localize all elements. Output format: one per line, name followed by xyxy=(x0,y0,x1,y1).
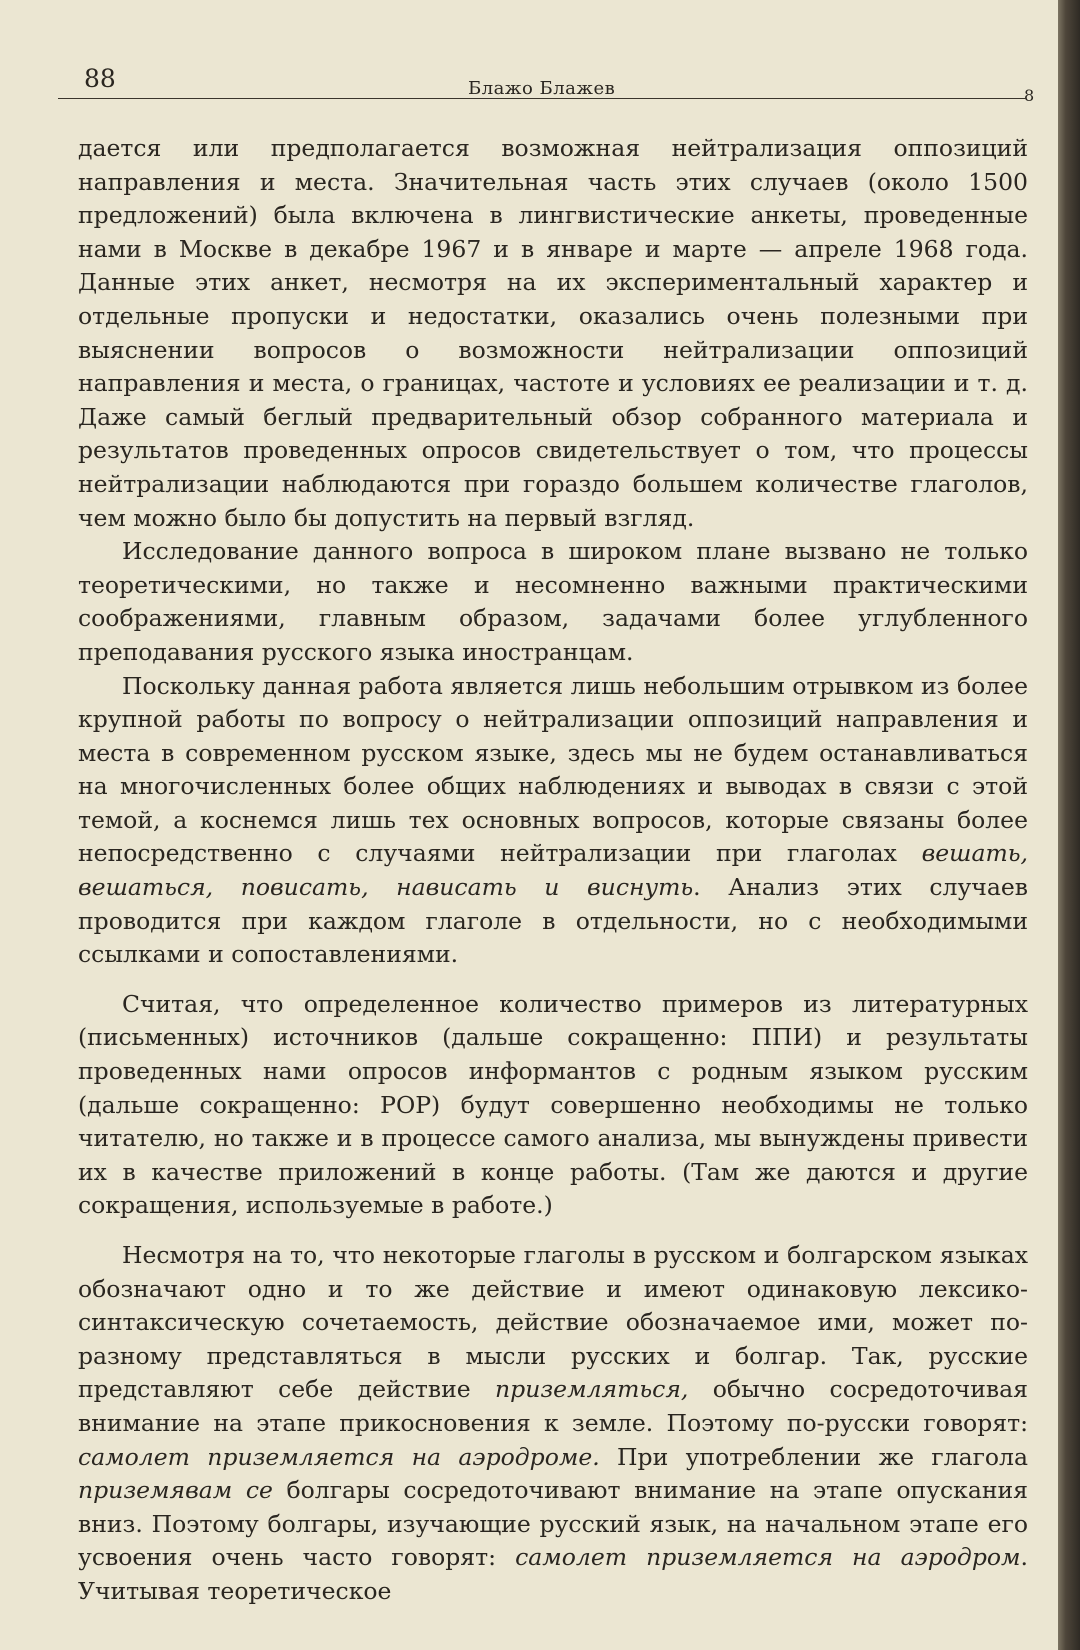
paragraph-p4 xyxy=(78,988,1028,1223)
italic-example: вешать, вешаться, повисать, нависать и виснуть xyxy=(78,839,1028,902)
page-header xyxy=(58,60,1035,105)
margin-mark: 8 xyxy=(1024,86,1035,105)
running-head: Блажо Блажев xyxy=(468,78,616,99)
paragraph-p5 xyxy=(78,1239,1028,1609)
italic-example: приземявам се xyxy=(78,1476,273,1505)
text-run: дается или предполагается возможная нейтрализация оппозиций направления и места. Значительная часть этих случаев (около 1500 предложений) была включена в лингвистические анкеты, проведенные нами в Москве в декабре 1967 и в январе и марте — апреле 1968 года. Данные этих анкет, несмотря на их экспериментальный характер и отдельные пропуски и недостатки, оказались очень полезными при выяснении вопросов о возможности нейтрализации оппозиций направления и места, о границах, частоте и условиях ее реализации и т. д. Даже самый беглый предварительный обзор собранного материала и результатов проведенных опросов свидетельствует о том, что процессы нейтрализации наблюдаются при гораздо большем количестве глаголов, чем можно было бы допустить на первый взгляд. xyxy=(78,134,1028,532)
italic-example: приземляться, xyxy=(495,1375,689,1404)
text-run: . Анализ этих случаев проводится при каждом глаголе в отдельности, но с необходимыми ссылками и сопоставлениями. xyxy=(78,873,1028,969)
paragraph-p1 xyxy=(78,132,1028,535)
italic-example: самолет приземляется на аэродром xyxy=(515,1543,1021,1572)
text-run: Исследование данного вопроса в широком плане вызвано не только теоретическими, но также и несомненно важными практическими соображениями, главным образом, задачами более углубленного преподавания русского языка иностранцам. xyxy=(78,537,1028,666)
text-run: Считая, что определенное количество примеров из литературных (письменных) источников (дальше сокращенно: ППИ) и результаты проведенных нами опросов информантов с родным языком русским (дальше сокращенно: РОР) будут совершенно необходимы не только читателю, но также и в процессе самого анализа, мы вынуждены привести их в качестве приложений в конце работы. (Там же даются и другие сокращения, используемые в работе.) xyxy=(78,989,1028,1220)
text-run: При употреблении же глагола xyxy=(599,1442,1028,1471)
text-run: Несмотря на то, что некоторые глаголы в русском и болгарском языках обозначают одно и то же действие и имеют одинаковую лексико-синтаксическую сочетаемость, действие обозначаемое ими, может по-разному представляться в мысли русских и болгар. Так, русские представляют себе действие xyxy=(78,1241,1028,1404)
italic-example: самолет приземляется на аэродроме. xyxy=(78,1442,600,1471)
text-run: Поскольку данная работа является лишь небольшим отрывком из более крупной работы по вопросу о нейтрализации оппозиций направления и места в современном русском языке, здесь мы не будем останавливаться на многочисленных более общих наблюдениях и выводах в связи с этой темой, а коснемся лишь тех основных вопросов, которые связаны более непосредственно с случаями нейтрализации при глаголах xyxy=(78,671,1028,868)
text-run: болгары сосредоточивают внимание на этапе опускания вниз. Поэтому болгары, изучающие русский язык, на начальном этапе его усвоения очень часто говорят: xyxy=(78,1476,1028,1572)
book-spine xyxy=(1058,0,1080,1650)
page-number: 88 xyxy=(84,64,116,93)
text-run: . Учитывая теоретическое xyxy=(78,1543,1028,1605)
header-rule xyxy=(58,98,1026,99)
text-run: обычно сосредоточивая внимание на этапе прикосновения к земле. Поэтому по-русски говорят: xyxy=(78,1375,1028,1437)
paragraph-p2 xyxy=(78,535,1028,669)
body-text xyxy=(78,132,1028,1609)
paragraph-p3 xyxy=(78,670,1028,972)
